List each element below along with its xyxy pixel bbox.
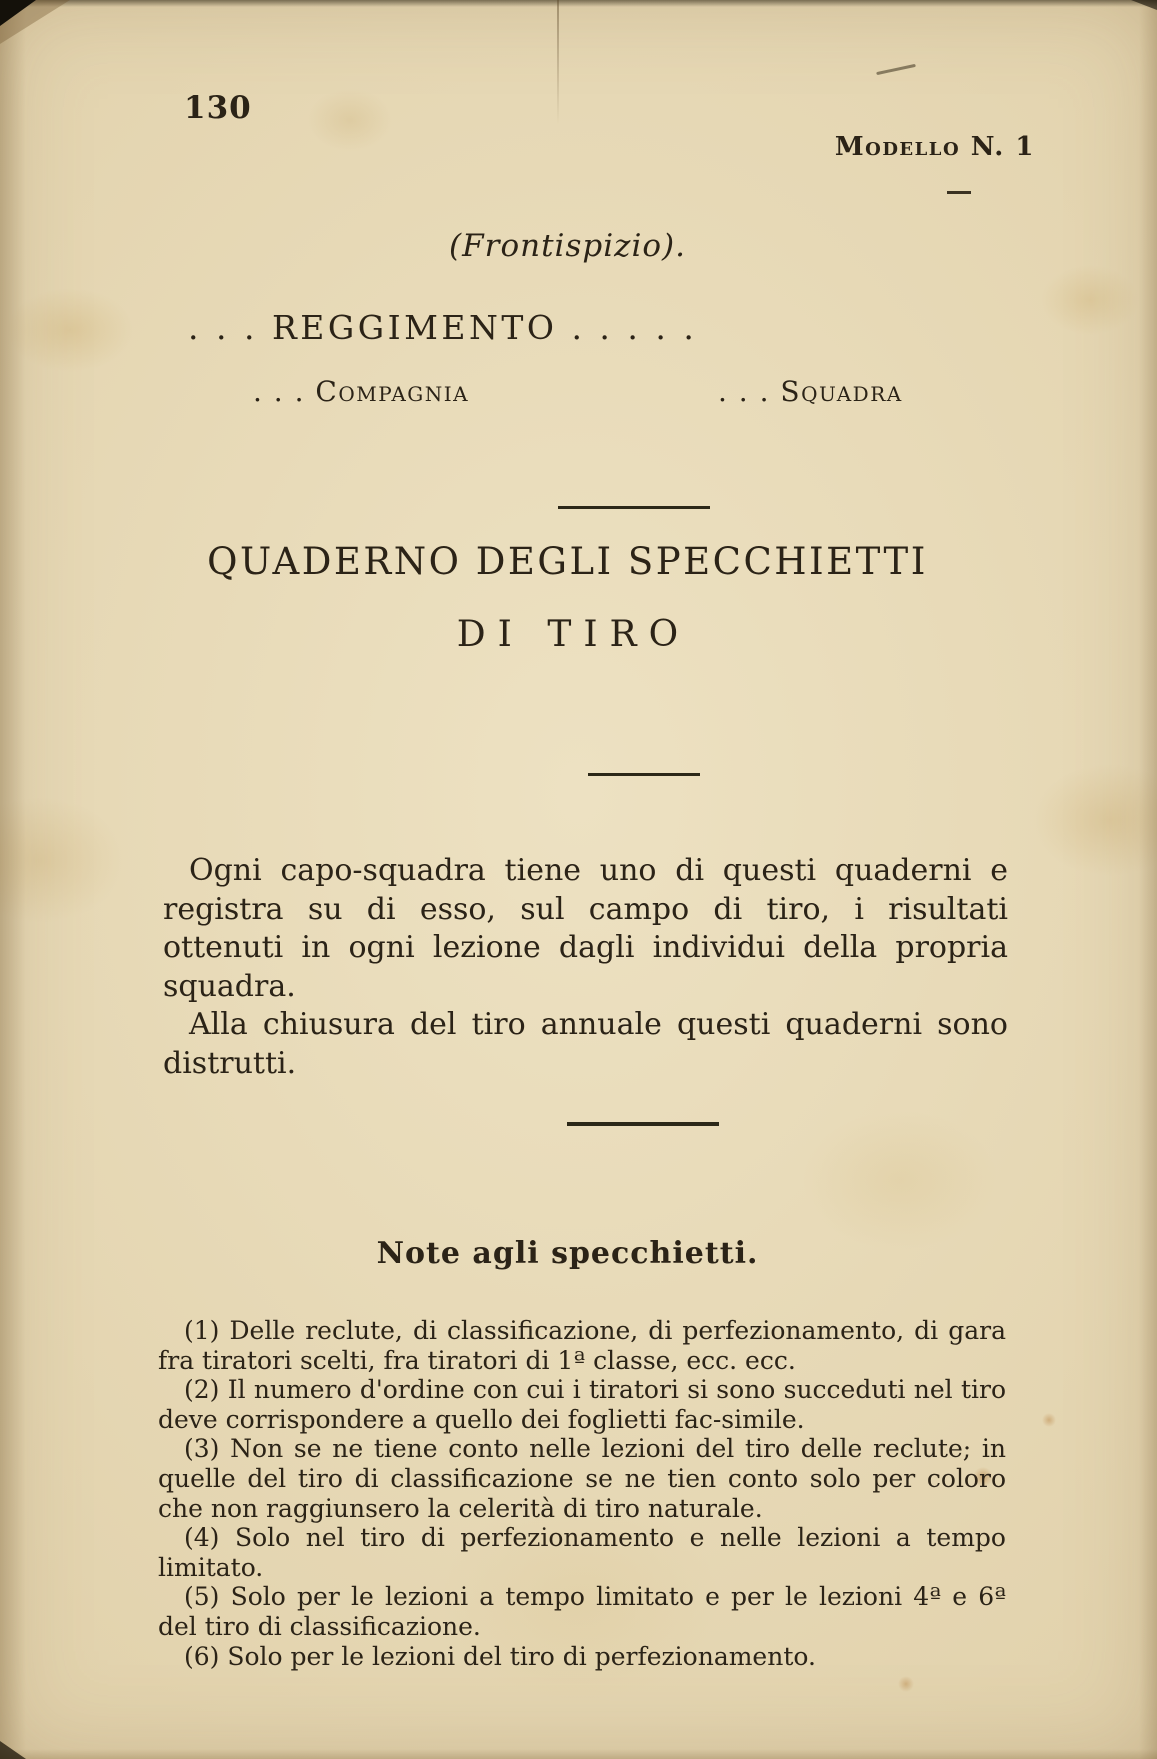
note-item-2 (158, 1375, 1006, 1434)
note-number: (6) (184, 1641, 220, 1671)
separator-rule-3 (567, 1122, 719, 1126)
separator-rule-2 (588, 773, 700, 776)
page-corner-shadow-top-left (0, 0, 36, 26)
note-item-5 (158, 1582, 1006, 1641)
note-text: Solo per le lezioni a tempo limitato e per le lezioni 4ª e 6ª del tiro di classificazione. (158, 1582, 1007, 1641)
paper-crease-mark (557, 0, 559, 125)
ink-scratch-mark (876, 64, 916, 75)
body-paragraph-2: Alla chiusura del tiro annuale questi quaderni sono distrutti. (163, 1007, 1008, 1081)
note-text: Non se ne tiene conto nelle lezioni del tiro delle reclute; in quelle del tiro di classificazione se ne tien conto solo per coloro che non raggiunsero la celerità di tiro naturale. (158, 1434, 1006, 1523)
note-number: (5) (184, 1582, 220, 1612)
regiment-fill-in-line: . . . REGGIMENTO . . . . . (188, 308, 698, 347)
note-number: (2) (184, 1375, 220, 1405)
note-text: Solo nel tiro di perfezionamento e nelle lezioni a tempo limitato. (158, 1523, 1006, 1582)
note-item-1 (158, 1316, 1006, 1375)
model-label-underline (947, 191, 971, 194)
note-text: Il numero d'ordine con cui i tiratori si sono succeduti nel tiro deve corrispondere a quello dei foglietti fac-simile. (158, 1375, 1006, 1434)
model-label: Modello N. 1 (834, 132, 1035, 162)
note-item-6 (158, 1642, 1006, 1672)
note-text: Delle reclute, di classificazione, di perfezionamento, di gara fra tiratori scelti, fra tiratori di 1ª classe, ecc. ecc. (158, 1316, 1006, 1375)
company-fill-in-label: . . . Compagnia (253, 375, 470, 408)
note-number: (1) (184, 1316, 220, 1345)
booklet-title-line1: QUADERNO DEGLI SPECCHIETTI (207, 540, 928, 583)
squad-fill-in-label: . . . Squadra (718, 375, 903, 408)
note-item-4 (158, 1523, 1006, 1582)
page-number: 130 (184, 90, 252, 126)
body-text-block (163, 852, 1008, 1083)
note-number: (3) (184, 1434, 220, 1464)
booklet-title-line2: DI TIRO (456, 614, 691, 655)
notes-heading: Note agli specchietti. (376, 1236, 759, 1271)
frontispiece-caption: (Frontispizio). (449, 228, 686, 264)
page-corner-shadow-bottom-left (0, 1741, 26, 1759)
note-text: Solo per le lezioni del tiro di perfezionamento. (227, 1641, 816, 1671)
body-paragraph-1: Ogni capo-squadra tiene uno di questi quaderni e registra su di esso, sul campo di tiro, i risultati ottenuti in ogni lezione dagli individui della propria squadra. (163, 853, 1008, 1004)
page-corner-shadow-top-right (1131, 0, 1157, 10)
note-item-3 (158, 1434, 1006, 1523)
footnotes-block (158, 1316, 1006, 1671)
separator-rule-1 (558, 506, 710, 509)
note-number: (4) (184, 1523, 220, 1553)
